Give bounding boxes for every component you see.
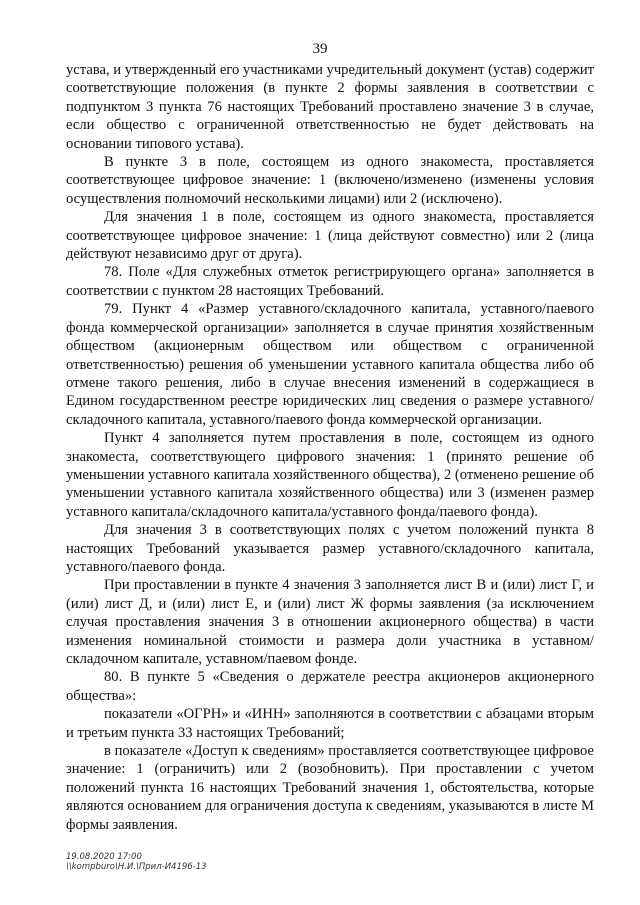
- paragraph-10: показатели «ОГРН» и «ИНН» заполняются в соответствии с абзацами вторым и третьим пункта 33 настоящих Требований;: [66, 706, 594, 741]
- paragraph-7: Для значения 3 в соответствующих полях с учетом положений пункта 8 настоящих Требований указывается размер уставного/складочного капитала, уставного/паевого фонда.: [66, 522, 594, 575]
- page-number: 39: [312, 41, 328, 57]
- paragraph-11: в показателе «Доступ к сведениям» проставляется соответствующее цифровое значение: 1 (ограничить) или 2 (возобновить). При проставлении с учетом положений пункта 16 настоящих Требований значения 1, обстоятельства, которые являются основанием для ограничения доступа к сведениям, указываются в листе М формы заявления.: [66, 743, 594, 833]
- paragraph-1: устава, и утвержденный его участниками учредительный документ (устав) содержит соответствующие положения (в пункте 2 формы заявления в соответствии с подпунктом 3 пункта 76 настоящих Требований проставлено значение 3 в случае, если общество с ограниченной ответственностью не будет действовать на основании типового устава).: [66, 62, 595, 152]
- paragraph-5: 79. Пункт 4 «Размер уставного/складочного капитала, уставного/паевого фонда коммерческой организации» заполняется в случае принятия хозяйственным обществом (акционерным обществом или обществом с ограниченной ответственностью) решения об уменьшении уставного капитала общества либо об отмене такого решения, либо в случае внесения изменений в содержащиеся в Едином государственном реестре юридических лиц сведения о размере уставного/складочного капитала, уставного/паевого фонда коммерческой организации.: [66, 301, 594, 428]
- footer-file-path: \\kompburo\Н.И.\Прил-И4196-13: [66, 862, 207, 872]
- footer-date: 19.08.2020 17:00: [66, 852, 142, 862]
- paragraph-3: Для значения 1 в поле, состоящем из одного знакоместа, проставляется соответствующее цифровое значение: 1 (лица действуют совместно) или 2 (лица действуют независимо друг от друга).: [66, 209, 594, 263]
- paragraph-9: 80. В пункте 5 «Сведения о держателе реестра акционеров акционерного общества»:: [66, 669, 594, 704]
- paragraph-8: При проставлении в пункте 4 значения 3 заполняется лист В и (или) лист Г, и (или) лист Д, и (или) лист Е, и (или) лист Ж формы заявления (за исключением случая проставления значения 3 в отношении акционерного общества) в части изменения номинальной стоимости и размера доли участника в уставном/складочном капитале, уставном/паевом фонде.: [66, 577, 594, 667]
- paragraph-4: 78. Поле «Для служебных отметок регистрирующего органа» заполняется в соответствии с пунктом 28 настоящих Требований.: [66, 264, 594, 299]
- paragraph-2: В пункте 3 в поле, состоящем из одного знакоместа, проставляется соответствующее цифровое значение: 1 (включено/изменено (изменены условия осуществления полномочий несколькими лицами) или 2 (исключено).: [66, 154, 594, 207]
- document-body: [66, 61, 594, 834]
- paragraph-6: Пункт 4 заполняется путем проставления в поле, состоящем из одного знакоместа, соответствующего цифрового значения: 1 (принято решение об уменьшении уставного капитала хозяйственного общества), 2 (отменено решение об уменьшении уставного капитала хозяйственного общества) или 3 (изменен размер уставного капитала/складочного капитала/уставного фонда/паевого фонда).: [66, 430, 594, 520]
- document-footer: [66, 852, 207, 872]
